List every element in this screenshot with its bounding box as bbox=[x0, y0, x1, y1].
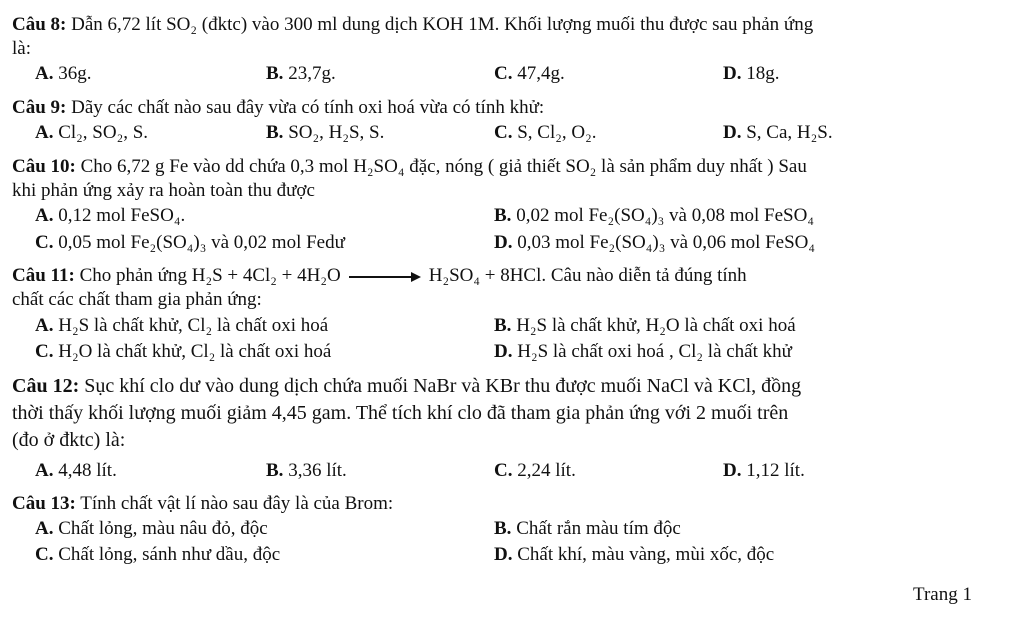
q9-option-c: C. S, Cl₂, O₂. bbox=[494, 122, 597, 143]
q10-option-a: A. 0,12 mol FeSO₄. bbox=[35, 205, 186, 226]
q11-option-c: C. H₂O là chất khử, Cl₂ là chất oxi hoá bbox=[35, 341, 332, 362]
q9-stem bbox=[12, 97, 544, 119]
q8-option-c: C. 47,4g. bbox=[494, 63, 565, 84]
q10-text: Cho 6,72 g Fe vào dd chứa 0,3 mol H₂SO₄ đặc, nóng ( giả thiết SO₂ là sản phẩm duy nhất ) Sau bbox=[80, 156, 807, 177]
q13-text: Tính chất vật lí nào sau đây là của Brom: bbox=[80, 493, 394, 514]
q8-option-a: A. 36g. bbox=[35, 63, 92, 84]
q8-option-b: B. 23,7g. bbox=[266, 63, 336, 84]
q13-number: Câu 13: bbox=[12, 493, 76, 514]
q11-option-d: D. H₂S là chất oxi hoá , Cl₂ là chất khử bbox=[494, 341, 792, 362]
q13-option-d: D. Chất khí, màu vàng, mùi xốc, độc bbox=[494, 544, 775, 565]
q8-text: Dẫn 6,72 lít SO₂ (đktc) vào 300 ml dung dịch KOH 1M. Khối lượng muối thu được sau phản ứng bbox=[71, 14, 814, 35]
q10-option-d: D. 0,03 mol Fe₂(SO₄)₃ và 0,06 mol FeSO₄ bbox=[494, 232, 816, 253]
q9-option-d: D. S, Ca, H₂S. bbox=[723, 122, 833, 143]
q10-option-b: B. 0,02 mol Fe₂(SO₄)₃ và 0,08 mol FeSO₄ bbox=[494, 205, 814, 226]
q12-option-d: D. 1,12 lít. bbox=[723, 460, 805, 481]
q11-number: Câu 11: bbox=[12, 265, 75, 286]
q11-option-a: A. H₂S là chất khử, Cl₂ là chất oxi hoá bbox=[35, 315, 329, 336]
q13-option-a: A. Chất lỏng, màu nâu đỏ, độc bbox=[35, 518, 268, 539]
q8-number: Câu 8: bbox=[12, 14, 67, 35]
q8-stem bbox=[12, 14, 813, 36]
q12-option-b: B. 3,36 lít. bbox=[266, 460, 347, 481]
q12-stem-cont: thời thấy khối lượng muối giảm 4,45 gam. Thể tích khí clo đã tham gia phản ứng với 2 muối trên bbox=[12, 402, 789, 424]
q10-stem-cont: khi phản ứng xảy ra hoàn toàn thu được bbox=[12, 180, 315, 201]
q11-text-a: Cho phản ứng H₂S + 4Cl₂ + 4H₂O bbox=[79, 265, 341, 286]
q10-number: Câu 10: bbox=[12, 156, 76, 177]
q9-option-b: B. SO₂, H₂S, S. bbox=[266, 122, 385, 143]
q11-stem-cont: chất các chất tham gia phản ứng: bbox=[12, 289, 262, 310]
q12-text: Sục khí clo dư vào dung dịch chứa muối NaBr và KBr thu được muối NaCl và KCl, đồng bbox=[84, 375, 802, 397]
q9-option-a: A. Cl₂, SO₂, S. bbox=[35, 122, 149, 143]
q11-stem bbox=[12, 265, 747, 287]
q8-stem-cont: là: bbox=[12, 38, 31, 59]
q9-text: Dãy các chất nào sau đây vừa có tính oxi hoá vừa có tính khử: bbox=[71, 97, 545, 118]
reaction-arrow-icon bbox=[349, 272, 421, 282]
q12-number: Câu 12: bbox=[12, 375, 80, 397]
q11-text-b: H₂SO₄ + 8HCl. Câu nào diễn tả đúng tính bbox=[428, 265, 747, 286]
q13-option-b: B. Chất rắn màu tím độc bbox=[494, 518, 681, 539]
q12-stem bbox=[12, 375, 801, 397]
q13-stem bbox=[12, 493, 393, 515]
q12-option-c: C. 2,24 lít. bbox=[494, 460, 576, 481]
q13-option-c: C. Chất lỏng, sánh như dầu, độc bbox=[35, 544, 281, 565]
page-number: Trang 1 bbox=[913, 584, 972, 605]
q12-option-a: A. 4,48 lít. bbox=[35, 460, 117, 481]
q12-stem-cont2: (đo ở đktc) là: bbox=[12, 429, 126, 451]
q8-option-d: D. 18g. bbox=[723, 63, 780, 84]
q10-option-c: C. 0,05 mol Fe₂(SO₄)₃ và 0,02 mol Fedư bbox=[35, 232, 345, 253]
q9-number: Câu 9: bbox=[12, 97, 67, 118]
q10-stem bbox=[12, 156, 807, 178]
q11-option-b: B. H₂S là chất khử, H₂O là chất oxi hoá bbox=[494, 315, 796, 336]
